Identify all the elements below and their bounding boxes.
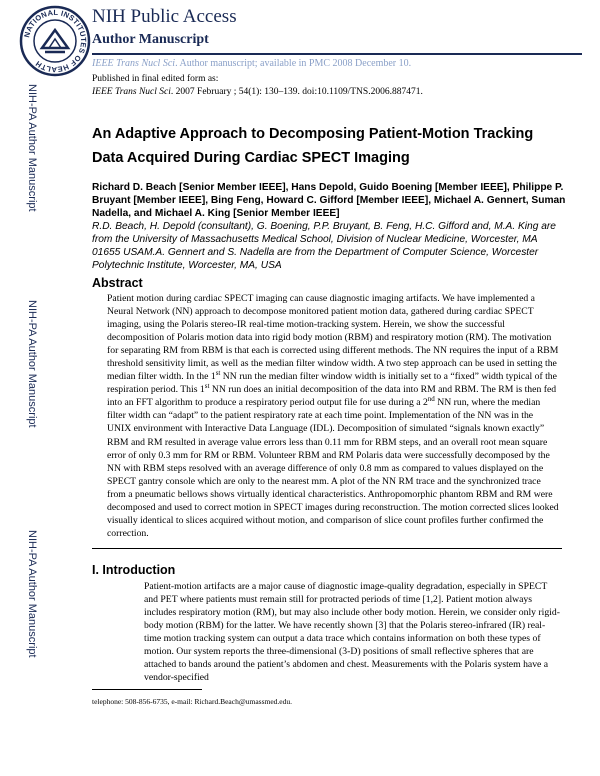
header-journal-abbrev: IEEE Trans Nucl Sci <box>92 58 176 69</box>
author-affiliation: R.D. Beach, H. Depold (consultant), G. Boening, P.P. Bruyant, B. Feng, H.C. Gifford and, M.A. King are from the University of Massachusetts Medical School, Division of Nuclear Medicine, Worcester, MA 01655 USAM.A. Gennert and S. Nadella are from the Department of Computer Science, Worcester Polytechnic Institute, Worcester, MA, USA <box>92 221 556 271</box>
abstract-sup-3: nd <box>427 395 435 404</box>
header-divider <box>92 53 582 55</box>
abstract-body <box>107 292 559 540</box>
introduction-heading: I. Introduction <box>92 563 176 577</box>
abstract-sup-2: st <box>204 382 210 391</box>
footnote: telephone: 508-856-6735, e-mail: Richard.Beach@umassmed.edu. <box>92 697 292 706</box>
citation-details: . 2007 February ; 54(1): 130–139. doi:10.1109/TNS.2006.887471. <box>170 87 423 97</box>
abstract-heading: Abstract <box>92 276 143 290</box>
side-watermark-bottom: NIH-PA Author Manuscript <box>26 530 38 658</box>
side-watermark-middle: NIH-PA Author Manuscript <box>26 300 38 428</box>
header-availability-text: . Author manuscript; available in PMC 2008 December 10. <box>175 58 412 69</box>
abstract-text-4: NN run, where the median filter width can “adapt” to the patient respiratory rate at each time point. Implementation of the NN was in the UNIX environment with Interactive Data Language (IDL). Decomposition of simulated “signals known exactly” RBM and RM resulted in average value errors less than 0.11 mm for RBM steps, and an overall root mean square error of only 0.3 mm for RM or RBM. Volunteer RBM and RM Polaris data were successfully decomposed by the NN with RBM steps resolved with an average difference of only 0.8 mm as compared to values displayed on the SPECT gantry console which are only to the nearest mm. A plot of the NN RM trace and the synchronized trace from a pneumatic bellows shows virtually identical characteristics. Anthropomorphic phantom RBM and RM were decomposed and used to correct motion in SPECT images during reconstruction. The motion corrected slices looked visually identical to slices acquired without motion, and comparison of slice count profiles further confirmed the correction. <box>107 397 559 539</box>
nih-seal-icon <box>18 4 92 78</box>
introduction-body: Patient-motion artifacts are a major cause of diagnostic image-quality degradation, especially in SPECT and PET where patients must remain still for protracted periods of time [1,2]. Patient motion always includes respiratory motion (RM), but may also include other body motion. Herein, we consider only rigid-body motion (RBM) for the latter. We have recently shown [3] that the Polaris stereo-infrared (IR) real-time motion tracking system can output a data trace which contains information on both these types of motion. Our system reports the three-dimensional (3-D) positions of small reflective spheres that are attached to bands around the patient’s abdomen and chest. Measurements with the Polaris system have a vendor-specified <box>144 581 560 684</box>
abstract-text-3: NN run does an initial decomposition of the data into RM and RBM. The RM is then fed into an FFT algorithm to produce a respiratory period output file for use during a 2 <box>107 384 557 409</box>
author-block <box>92 181 568 272</box>
abstract-divider <box>92 548 562 549</box>
header-availability <box>92 58 411 69</box>
published-line: Published in final edited form as: <box>92 74 219 84</box>
citation-journal: IEEE Trans Nucl Sci <box>92 87 171 97</box>
citation-line <box>92 87 423 97</box>
logo-text: NATIONAL INSTITUTES OF HEALTH <box>22 7 89 75</box>
author-names: Richard D. Beach [Senior Member IEEE], Hans Depold, Guido Boening [Member IEEE], Philippe P. Bruyant [Member IEEE], Bing Feng, Howard C. Gifford [Member IEEE], Michael A. Gennert, Suman Nadella, and Michael A. King [Senior Member IEEE] <box>92 182 566 219</box>
paper-title: An Adaptive Approach to Decomposing Patient-Motion Tracking Data Acquired During Cardiac SPECT Imaging <box>92 126 534 166</box>
abstract-text-1: Patient motion during cardiac SPECT imaging can cause diagnostic imaging artifacts. We have implemented a Neural Network (NN) approach to decompose monitored patient motion data, gathered during cardiac SPECT imaging, using the Polaris stereo-IR real-time motion-tracking system. Herein, we show the successful decomposition of Polaris motion data into rigid body motion (RBM) and respiratory motion (RM). The motivation for separating RM from RBM is that each is corrected using different methods. The NN requires the input of a RBM threshold sensitivity limit, as well as the median filter window width. A two step approach can be used in setting the median filter width. In the 1 <box>107 293 559 383</box>
header-title: NIH Public Access <box>92 6 237 27</box>
side-watermark-top: NIH-PA Author Manuscript <box>26 84 38 212</box>
abstract-text-2: NN run the median filter window width is initially set to a “fixed” width typical of the respiration period. This 1 <box>107 371 557 396</box>
nih-logo <box>18 4 92 78</box>
header-subtitle: Author Manuscript <box>92 32 209 47</box>
footnote-divider <box>92 689 202 690</box>
abstract-sup-1: st <box>215 369 221 378</box>
